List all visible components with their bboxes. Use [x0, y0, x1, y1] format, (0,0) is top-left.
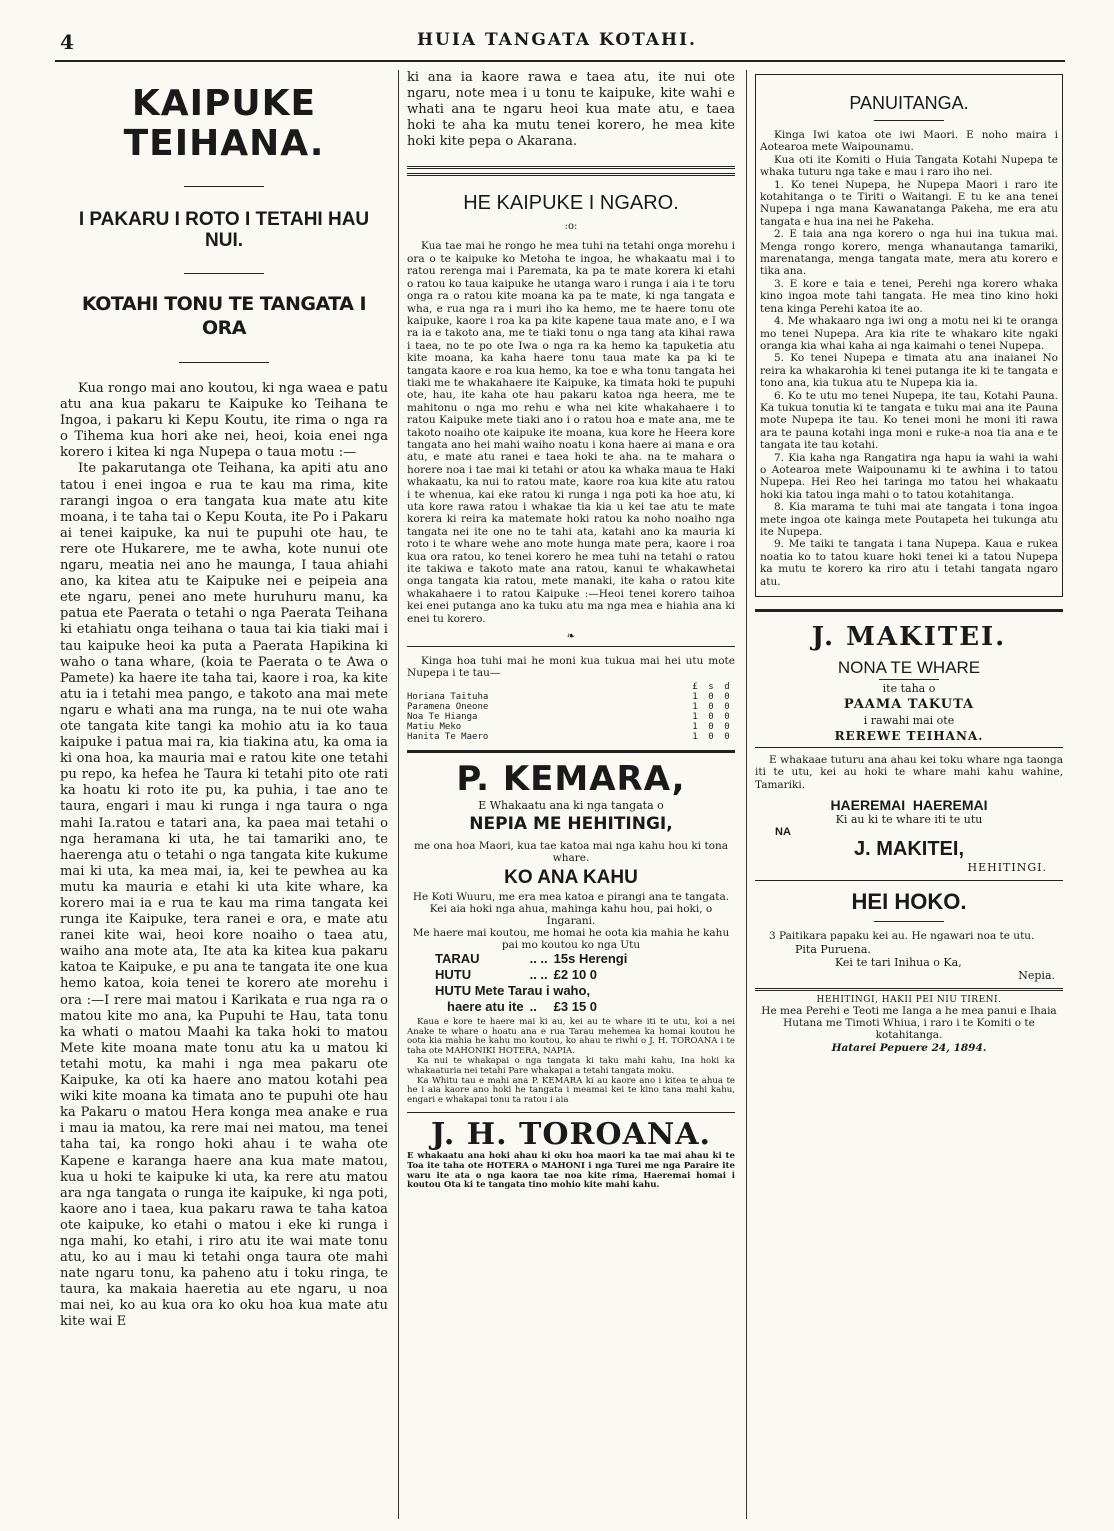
advert-line: me ona hoa Maori, kua tae katoa mai nga kahu hou ki tona whare. [413, 839, 729, 864]
table-row: haere atu ite .. £3 15 0 [447, 998, 598, 1014]
double-rule [407, 173, 735, 176]
paper-title: HUIA TANGATA KOTAHI. [417, 30, 697, 50]
advert-signature: Nepia. [1018, 968, 1055, 982]
advert-name: J. MAKITEI. [811, 622, 1007, 653]
article-paragraph: Kua rongo mai ano koutou, ki nga waea e patu atu ana kua pakaru te Kaipuke ko Teihana te Ingoa, i pakaru ki Kepu Koutu, ite rima o nga ra o Tihema kua hori ake nei, heoi, koia enei nga korero i kitea ki nga Nupepa o taua motu :— [60, 381, 388, 461]
panui-item: 9. Me taiki te tangata i tana Nupepa. Kaua e rukea noatia ko to tatou kuare hoki tenei ki a tatou Nupepa ka mutu te korero ka riro atu i tetahi tangata ngaro atu. [760, 538, 1058, 588]
article-paragraph: Kua tae mai he rongo he mea tuhi na tetahi onga morehu i ora o te kaipuke ko Metoha te ingoa, he whakaatu mai i to ratou rerenga mai i Paremata, ka pa te mate korera ki etahi o ratou ko taua kaipuke he utanga waro i runga i aia i te toru onga ra o ratou kite moana ka pa te mate, ki nga tangata e wha, e rua nga ra i muri iho ka hemo, me te haere tonu ote kaipuke, kaore i roa ka pa kite kapene taua mate ano, e I wa ra ia e takoto ana, me te tiaki tonu o nga tang ata kihai rawa i taea, no te po ote Iwa o nga ra ka hemo ka tapuketia atu kite moana, ka kaha haere tonu taua mate ka pa ki te tangata kaore e roa kua hemo, ka toe e wha tonu tangata hei tiaki me te whakahaere ite Kaipuke, ka timata hoki te pupuhi ote, hau, ite kaha ote hau pakaru katoa nga heera, me te mahitonu o nga mo rehu e wha nei kite whakahaere i to ratou Kaipuke mete tiaki ano i o ratou hoa e mate ana, me te takoto noaiho ote kaipuke ite moana, kua kore he Heera kore tangata ano hei mahi waiho noatu i kona haere ai mana e ora atu, e mate atu ranei e taea hoki te aha. na te mahara o horere noa i tae mai ki tetahi or atou ka whaka maua te Haki whakaatu, ka nui to ratou mate, kaore roa kua kite atu ratou i te whenua, kai eke ratou ki runga i nga poti ka hoe atu, ki uta kore rawa ratou i whakae tia kia u kei tae atu te mate korera ki reira ka matemate hoki ratou ka noho noaiho nga tangata nei ite one no te tahi ata, katahi ano ka mauria ki roto i te whare wehe ano mote hunga mate pera, kaore i roa kua ora ratou, ko tenei korero he mea tuhi na tetahi o ratou ite takiwa e takoto mate ana ratou, kanui te whakawhetai onga tangata kia ratou, mete manaki, ite kaha o ratou kite whakahaere i to ratou Kaipuke :—Heoi tenei korero taihoa kei enei putanga ano ka tuku atu ma nga mea e hiahia ana ki enei tu korero. [407, 240, 735, 625]
thick-rule [755, 609, 1063, 612]
advert-signature: Pita Puruena. [795, 942, 871, 956]
column-3 [755, 70, 1063, 1519]
divider [874, 120, 944, 121]
advert-line: ite taha o [882, 682, 936, 696]
table-row: Paramena Oneone 1 0 0 [407, 701, 730, 712]
subhead: KOTAHI TONU TE TANGATA I ORA [81, 293, 367, 339]
advert-line: NONA TE WHARE [837, 658, 981, 678]
advert-line: REREWE TEIHANA. [834, 729, 984, 744]
column-2 [407, 70, 735, 1519]
rule [407, 1112, 735, 1113]
divider [184, 273, 264, 274]
table-row: Noa Te Hianga 1 0 0 [407, 711, 730, 722]
advert-line: HAEREMAI HAEREMAI [830, 797, 988, 814]
table-row: HUTU .. .. £2 10 0 [435, 966, 598, 982]
rule [755, 747, 1063, 748]
headline: KAIPUKE TEIHANA. [123, 83, 325, 164]
imprint-date: Hatarei Pepuere 24, 1894. [831, 1041, 987, 1054]
advert-name: J. MAKITEI, [853, 838, 964, 861]
divider [179, 362, 269, 363]
panui-item: 1. Ko tenei Nupepa, he Nupepa Maori i raro ite kotahitanga o te Tiriti o Waitangi. E tu ke ana tenei Nupepa i nga mana Kawanatanga Pakeha, me era atu tangata e hua ina nei he Pakeha. [760, 178, 1058, 228]
panui-item: 5. Ko tenei Nupepa e timata atu ana inaianei No reira ka whakarohia ki tenei putanga ite ki te tangata e tono ana, kia tukua atu te Nupepa kia ia. [760, 352, 1058, 390]
advert-fine-print: Ka Whitu tau e mahi ana P. KEMARA ki au kaore ano i kitea te ahua te he i aia kaore ano hoki he tangata i meamai kei te kino tana mahi kahu, engari e whakapai tonu ta ratou i aia [407, 1075, 735, 1106]
page-number: 4 [60, 30, 74, 54]
advert-line: E Whakaatu ana ki nga tangata o [478, 798, 664, 812]
advert-line: PAAMA TAKUTA [843, 697, 975, 713]
table-row: Horiana Taituha 1 0 0 [407, 691, 730, 702]
article-paragraph: Ite pakarutanga ote Teihana, ka apiti atu ano tatou i enei ingoa e rua te kau ma rima, kite rarangi ingoa o era tangata kua mate atu kite moana, i te taha tai o Kepu Kouta, ite Po i Pakaru ai tenei kaipuke, ka nui te pupuhi ote hau, te rere ote Hukarere, me te awha, kote nunui ote ngaru, meatia nei ano he maunga, I taua ahiahi ano, ka kitea atu te Kaipuke nei e peipeia ana ete ngaru, penei ano mete huruhuru manu, ka patua ete Paerata o tetahi o nga Paerata Teihana ki etahiatu onga teihana o taua tai kia tiaki mai i tau kaipuke heoi ka puta a Paerata Hapikina ki waho o tana whare, (koia te Paerata o te Awa o Pamete) ka haere ite taha tai, kaore i roa, ka kite atu ia i tetahi mea pango, e takoto ana mai mete ngaru e whati ana ma runga, na te nui ote waha ote tangata kite tangi ka mohio atu ia ko taua kaipuke i patua mai ra, kia tiakina atu, ka oma ia ki ona hoa, ka mauria mai e ratou kite one tetahi pu repo, ka hefea he Taura ki tetahi pito ote rati ka hoatu ki roto ite pu, ka puhia, i tae ano te taura, engari i mau ki runga i nga taura o nga mahi Ia.ratou e tatari ana, ka paea mai tetahi o nga heramana ki uta, he tai tamariki ano, te haerenga atu o tetahi o nga tangata kite kukume mai ki uta, ka mea mai, ia, kei te pewhea au ka mutu ka mauria e etahi ki uta kite whare, ka korero mai ia e rua te kau ma rima tangata kei runga ite Kaipuke, tera ranei e ora, e mate atu ranei kite wai, heoi kore noaiho o taea atu, waiho ana mote ata, Ite ata ka kitea kua pakaru katoa te Kaipuke, e pu ana te tangata ite one kua hemo katoa, koia tenei te korero ate morehu i ora :—I rere mai matou i Karikata e rua nga ra o matou kite mo ana, ka Pupuhi te Hau, tata tonu ka whati o matou Maahi ka taka hoki to matou Mete kite moana mate tonu atu ka u matou ki tetahi motu, ka mahi i nga mea pakaru ote Kaipuke, ka oti ka haere ano matou kotahi pea wiki kite moana ka timata ano te pupuhi ote hau ka Pakaru o matou Hera konga mea anake e rua i mau ia matou, ka rere mai nei matou, ma tenei taha tai, ka rongo hoki ahau i te waha ote Kapene e karanga haere ana kua mate matou, kua u hoki te kaipuke ki uta, ka rere atu matou ara nga tangata o runga ite kaipuke, ki nga poti, kaore ano i taea, kua pakaru rawa te taha katoa ote kaipuke, ko etahi o matou i eke ki runga i nga mahi, ko etahi, i riro atu ite wai mate tonu atu, ko au i mau ki tetahi onga taura ote mahi nate ngaru tonu, ka paheno atu i toku ringa, te taura, ka makaia haeretia au ete ngaru, u noa mai nei, ko au kua ora ko oku hoa kua mate atu kite wai E [60, 461, 388, 1330]
header-pound: £ [692, 681, 698, 692]
advert-line: NA [775, 826, 791, 839]
imprint-text: He mea Perehi e Teoti me Ianga a he mea panui e Ihaia Hutana me Timoti Whiua, i raro i te Komiti o te kotahitanga. [761, 1004, 1057, 1042]
imprint-line: HEHITINGI, HAKII PEI NIU TIRENI. [816, 994, 1002, 1005]
divider [184, 186, 264, 187]
donations-table [407, 682, 735, 742]
panui-item: 8. Kia marama te tuhi mai ate tangata i tona ingoa mete ingoa ote kainga mete Poutapeta hei tukunga atu ite Nupepa. [760, 501, 1058, 538]
advert-text: E whakaatu ana hoki ahau ki oku hoa maori ka tae mai ahau ki te Toa ite taha ote HOTERA o MAHONI i nga Turei me nga Paraire ite waru ite ata o nga kaora tae noa kite rima, Haeremai homai i koutou Ota ki te tangata tino mohio kite mahi kahu. [407, 1151, 735, 1191]
panui-intro: Kua oti ite Komiti o Huia Tangata Kotahi Nupepa te whaka tuturu nga take e mau i raro iho nei. [760, 153, 1058, 179]
advert-text: 3 Paitikara papaku kei au. He ngawari noa te utu. [769, 930, 1035, 943]
advert-text: E whakaae tuturu ana ahau kei toku whare nga taonga iti te utu, kei au hoki te whare mahi kahu wahine, Tamariki. [755, 754, 1063, 791]
advert-text: He Koti Wuuru, me era mea katoa e pirangi ana te tangata. Kei aia hoki nga ahua, mahinga kahu hou, pai hoki, o Ingarani. [412, 890, 730, 927]
subhead: I PAKARU I ROTO I TETAHI HAU NUI. [78, 209, 370, 251]
table-row: Hanita Te Maero 1 0 0 [407, 731, 730, 742]
advert-fine-print: Kaua e kore te haere mai ki au, kei au te whare iti te utu, koi a nei Anake te whare o hoatu ana e rua Tarau mehemea ka homai koutou he oota kia mahia he kahu mo koutou, ko ahau te riwhi o J. H. TOROANA i te taha ote MAHONIKI HOTERA, NAPIA. [407, 1016, 735, 1057]
divider [874, 921, 944, 922]
table-row: Matiu Meko 1 0 0 [407, 721, 730, 732]
header-shilling: s [708, 681, 714, 692]
advert-line: Ki au ki te whare iti te utu [835, 813, 983, 827]
panui-box [755, 74, 1063, 597]
advert-line: HEHITINGI. [967, 861, 1047, 875]
advert-fine-print: Ka nui te whakapai o nga tangata ki taku mahi kahu, Ina hoki ka whakaaturia nei tetahi Pare whakapai a tetahi tangata moku. [407, 1056, 735, 1076]
advert-text: Me haere mai koutou, me homai he oota kia mahia he kahu pai mo koutou ko nga Utu [412, 926, 730, 951]
header-pence: d [724, 681, 730, 692]
advert-line: i rawahi mai ote [863, 714, 955, 728]
column-divider-2 [746, 70, 747, 1519]
panui-title: PANUITANGA. [849, 93, 969, 113]
advert-signature: Kei te tari Inihua o Ka, [835, 955, 962, 969]
rule [407, 646, 735, 647]
table-row: TARAU .. .. 15s Herengi [435, 950, 628, 966]
article-title: HE KAIPUKE I NGARO. [463, 192, 679, 215]
donations-intro: Kinga hoa tuhi mai he moni kua tukua mai hei utu mote Nupepa i te tau— [407, 655, 735, 680]
top-rule [55, 60, 1065, 62]
advert-subtitle: KO ANA KAHU [504, 866, 638, 888]
advert-name: P. KEMARA, [456, 758, 686, 799]
double-rule [407, 166, 735, 169]
advert-name: J. H. TOROANA. [431, 1117, 711, 1153]
rule [755, 880, 1063, 881]
ornament-icon: ❧ [566, 631, 576, 643]
panui-item: 4. Me whakaaro nga iwi ong a motu nei ki te oranga mo tenei Nupepa. Ara kia rite te whakaro kite ngaki oranga kia whai kaha ai nga kaimahi o tenei Nupepa. [760, 315, 1058, 352]
panui-item: 6. Ko te utu mo tenei Nupepa, ite tau, Kotahi Pauna. Ka tukua tonutia ki te tangata e tuku mai ana ite Pauna mote Nupepa ite tau. Ko tenei moni he moni iti rawa ara te pauna kotahi inga moni e ruke-a noa tia ana e te tangata ite tau kotahi. [760, 389, 1058, 452]
column-1 [60, 70, 388, 1519]
article-divider: :o: [564, 221, 578, 233]
panui-intro: Kinga Iwi katoa ote iwi Maori. E noho maira i Aotearoa mete Waipounamu. [760, 129, 1058, 154]
panui-item: 7. Kia kaha nga Rangatira nga hapu ia wahi ia wahi o Aotearoa mete Waipounamu ki te awhina i to tatou Nupepa. Hei Reo hei taringa mo tatou hei whakaatu hoki kia tatou inga mahi o to tatou kotahitanga. [760, 451, 1058, 501]
double-rule [755, 988, 1063, 991]
panui-item: 2. E taia ana nga korero o nga hui ina tukua mai. Menga rongo korero, menga whanautanga tamariki, marenatanga, menga tangata mate, mera atu korero e tika ana. [760, 228, 1058, 278]
advert-place: NEPIA ME HEHITINGI, [469, 813, 673, 834]
panui-item: 3. E kore e taia e tenei, Perehi nga korero whaka kino ingoa mote tahi tangata. He mea tino kino hoki tena kinga Perehi katoa ite ao. [760, 277, 1058, 315]
article-continuation: ki ana ia kaore rawa e taea atu, ite nui ote ngaru, note mea i u tonu te kaipuke, kite wahi e whati ana te ngaru heoi kua mate atu, e taea hoki te aha ka mutu tenei korero, he mea kite hoki kite pepa o Akarana. [407, 70, 735, 150]
advert-title: HEI HOKO. [851, 889, 967, 915]
column-divider-1 [398, 70, 399, 1519]
table-row: HUTU Mete Tarau i waho, [435, 982, 591, 998]
price-table [435, 951, 633, 1015]
thick-rule [407, 750, 735, 753]
divider [879, 679, 939, 680]
